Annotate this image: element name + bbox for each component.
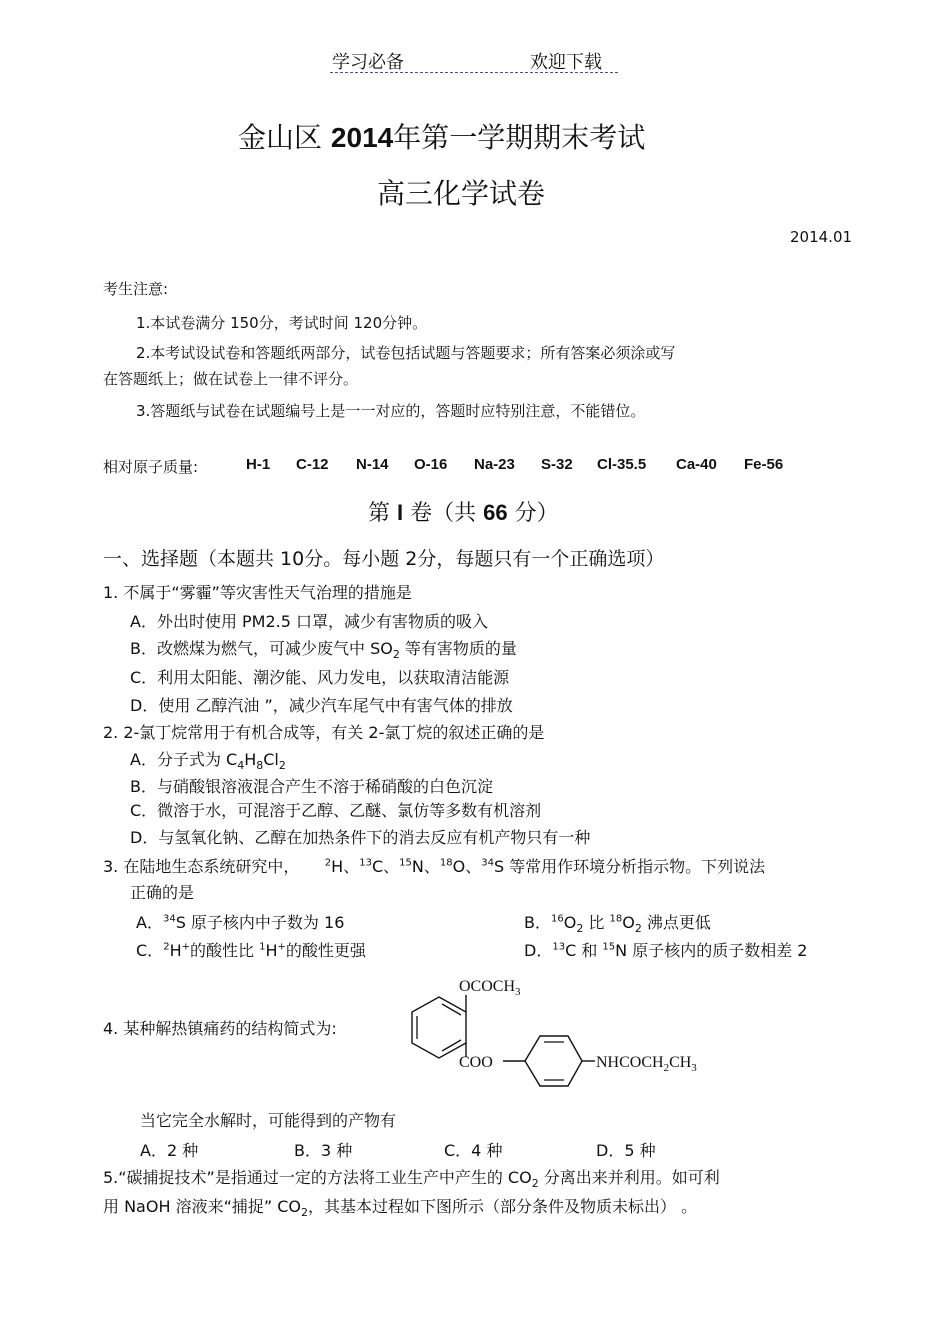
page-title — [238, 116, 645, 156]
q1-option-d: D．使用 乙醇汽油 ”，减少汽车尾气中有害气体的排放 — [130, 696, 513, 715]
exam-date: 2014.01 — [790, 228, 853, 246]
notice-heading: 考生注意: — [103, 280, 169, 298]
notice-item-2b: 在答题纸上；做在试卷上一律不评分。 — [103, 370, 359, 388]
q3-d-m2: 15 — [602, 941, 616, 953]
title-year: 2014 — [330, 122, 394, 153]
atomic-mass-n: N-14 — [356, 456, 389, 473]
q3-iso-s-mass: 34 — [481, 857, 494, 869]
q3-b-e2: O — [622, 913, 635, 932]
q3-b-m1: 16 — [550, 913, 564, 925]
ring-1-inner-bond-3 — [442, 1040, 461, 1051]
q3-sep-3: 、 — [423, 857, 440, 876]
q1-stem: 1. 不属于“雾霾”等灾害性天气治理的措施是 — [103, 583, 412, 602]
q3-b-mid: 比 — [583, 913, 610, 932]
atomic-mass-c: C-12 — [296, 456, 329, 473]
label-ococh3: $OCOCH_3$ — [459, 978, 521, 998]
section-heading: 一、选择题（本题共 10分。每小题 2分，每题只有一个正确选项） — [103, 548, 665, 570]
q3-sep-2: 、 — [383, 857, 400, 876]
q3-a-mass: 34 — [162, 913, 176, 925]
q3-iso-o-mass: 18 — [439, 857, 453, 869]
q3-b-m2: 18 — [609, 913, 623, 925]
q3-d-e1: C — [565, 941, 577, 960]
q3-b-post: 沸点更低 — [641, 913, 711, 932]
atomic-mass-fe: Fe-56 — [744, 456, 784, 473]
page-subtitle: 高三化学试卷 — [377, 177, 546, 210]
q5-line2-pre: 用 NaOH 溶液来“捕捉” CO — [103, 1197, 302, 1216]
q3-c-post: 的酸性更强 — [285, 941, 366, 960]
q3-c-e1: H — [169, 941, 182, 960]
q4-option-a: A．2 种 — [140, 1141, 199, 1160]
label-coo: COO — [459, 1054, 493, 1071]
q5-line1-sub: 2 — [531, 1177, 539, 1191]
q1-option-b — [130, 636, 517, 662]
atomic-mass-ca: Ca-40 — [676, 456, 717, 473]
q3-iso-n: N — [411, 857, 424, 876]
q3-iso-h: H — [331, 857, 344, 876]
q5-line2-sub: 2 — [301, 1206, 309, 1220]
atomic-mass-label: 相对原子质量: — [103, 458, 199, 476]
part-heading-a: 第 — [368, 501, 391, 526]
q1-option-c: C．利用太阳能、潮汐能、风力发电，以获取清洁能源 — [130, 668, 510, 687]
atomic-mass-h: H-1 — [246, 456, 271, 473]
q2-a-mid2: Cl — [263, 750, 279, 769]
atomic-mass-na: Na-23 — [474, 456, 515, 473]
q3-a-pre: A． — [136, 913, 163, 932]
q3-b-s2: 2 — [634, 922, 642, 936]
q4-option-c: C．4 种 — [444, 1141, 503, 1160]
q3-b-s1: 2 — [576, 922, 584, 936]
label-nhcoch2ch3: $NHCOCH_2CH_3$ — [596, 1054, 697, 1074]
q3-iso-c: C — [371, 857, 384, 876]
part-heading-b: 卷（共 — [410, 501, 477, 526]
q3-sep-4: 、 — [465, 857, 482, 876]
q5-line-1 — [103, 1165, 720, 1191]
q3-b-pre: B． — [524, 913, 551, 932]
q3-c-pre: C． — [136, 941, 164, 960]
notice-item-3: 3.答题纸与试卷在试题编号上是一一对应的，答题时应特别注意，不能错位。 — [136, 402, 646, 420]
part-heading-score: 66 — [483, 500, 508, 525]
part-heading — [368, 496, 559, 527]
q3-a-el: S — [175, 913, 186, 932]
q1-option-b-sub: 2 — [392, 648, 400, 662]
q2-stem: 2. 2-氯丁烷常用于有机合成等，有关 2-氯丁烷的叙述正确的是 — [103, 723, 545, 742]
q3-iso-h-mass: 2 — [324, 857, 332, 869]
atomic-mass-cl: Cl-35.5 — [597, 456, 647, 473]
q3-d-pre: D． — [524, 941, 553, 960]
benzene-ring-1 — [412, 997, 466, 1058]
atomic-mass-s: S-32 — [541, 456, 573, 473]
q3-c-m2: 1 — [259, 941, 266, 953]
q4-stem: 4. 某种解热镇痛药的结构简式为: — [103, 1019, 337, 1038]
q3-d-e2: N — [615, 941, 628, 960]
q2-a-s2: 8 — [256, 759, 264, 773]
q1-option-b-post: 等有害物质的量 — [399, 639, 517, 658]
q5-line2-post: ，其基本过程如下图所示（部分条件及物质未标出） 。 — [308, 1197, 698, 1216]
header-right: 欢迎下载 — [530, 52, 602, 73]
q5-line1-pre: 5.“碳捕捉技术”是指通过一定的方法将工业生产中产生的 CO — [103, 1168, 532, 1187]
q4-option-d: D．5 种 — [596, 1141, 656, 1160]
q3-c-m1: 2 — [163, 941, 170, 953]
q5-line-2 — [103, 1194, 698, 1220]
q3-b-e1: O — [563, 913, 577, 932]
q3-c-c1: + — [181, 941, 190, 953]
title-prefix: 金山区 — [238, 121, 323, 154]
q3-c-mid: 的酸性比 — [189, 941, 260, 960]
q3-iso-o: O — [452, 857, 466, 876]
notice-item-1: 1.本试卷满分 150分，考试时间 120分钟。 — [136, 314, 428, 332]
q2-option-a — [130, 747, 286, 773]
title-suffix: 年第一学期期末考试 — [393, 121, 646, 154]
q2-a-s3: 2 — [278, 759, 286, 773]
q4-sub: 当它完全水解时，可能得到的产物有 — [140, 1111, 397, 1130]
q3-option-a — [136, 910, 344, 933]
q3-sep-1: 、 — [343, 857, 360, 876]
q3-c-e2: H — [265, 941, 278, 960]
part-heading-roman: I — [397, 500, 404, 525]
q3-stem-2: 正确的是 — [130, 883, 195, 902]
structure-diagram — [395, 975, 735, 1090]
q2-option-d: D．与氢氧化钠、乙醇在加热条件下的消去反应有机产物只有一种 — [130, 828, 591, 847]
header-left: 学习必备 — [332, 52, 404, 73]
atomic-mass-o: O-16 — [414, 456, 448, 473]
q3-stem-post: 等常用作环境分析指示物。下列说法 — [504, 857, 766, 876]
q3-d-m1: 13 — [552, 941, 566, 953]
q1-option-a: A．外出时使用 PM2.5 口罩，减少有害物质的吸入 — [130, 612, 489, 631]
q3-stem — [103, 854, 765, 877]
q3-option-b — [524, 910, 711, 936]
q3-a-post: 原子核内中子数为 16 — [185, 913, 345, 932]
q3-d-mid: 和 — [576, 941, 603, 960]
q5-line1-post: 分离出来并利用。如可利 — [538, 1168, 720, 1187]
part-heading-c: 分） — [514, 501, 559, 526]
notice-item-2a: 2.本考试设试卷和答题纸两部分，试卷包括试题与答题要求；所有答案必须涂或写 — [136, 344, 676, 362]
q3-option-d — [524, 938, 807, 961]
q3-d-post: 原子核内的质子数相差 2 — [627, 941, 808, 960]
q2-a-s1: 4 — [237, 759, 245, 773]
header-divider — [330, 72, 618, 73]
q2-a-pre: A．分子式为 C — [130, 750, 238, 769]
ring-1-inner-bond-1 — [442, 1004, 461, 1015]
q3-iso-n-mass: 15 — [399, 857, 412, 869]
q2-a-mid: H — [244, 750, 257, 769]
q3-option-c — [136, 938, 366, 961]
q3-iso-s: S — [493, 857, 505, 876]
q3-iso-c-mass: 13 — [359, 857, 372, 869]
q2-option-b: B．与硝酸银溶液混合产生不溶于稀硝酸的白色沉淀 — [130, 777, 493, 796]
q1-option-b-pre: B．改燃煤为燃气，可减少废气中 SO — [130, 639, 393, 658]
q4-option-b: B．3 种 — [294, 1141, 353, 1160]
q3-c-c2: + — [277, 941, 286, 953]
benzene-ring-2 — [525, 1036, 582, 1086]
q2-option-c: C．微溶于水，可混溶于乙醇、乙醚、氯仿等多数有机溶剂 — [130, 801, 542, 820]
q3-stem-pre: 3. 在陆地生态系统研究中， — [103, 857, 300, 876]
